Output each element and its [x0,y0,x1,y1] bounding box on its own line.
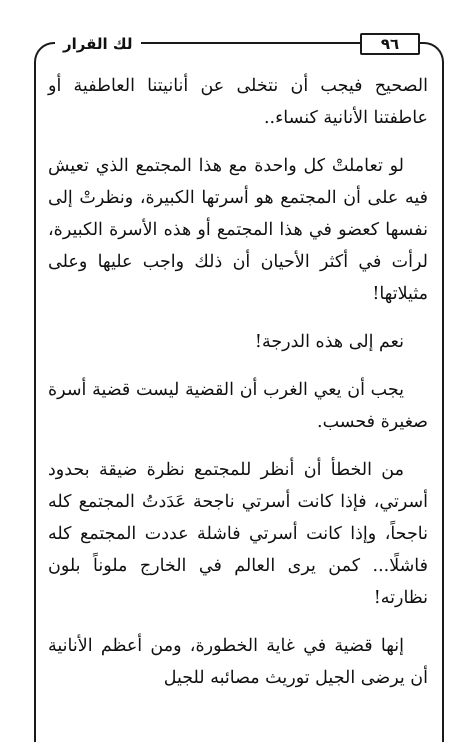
paragraph: نعم إلى هذه الدرجة! [254,332,404,352]
paragraph: لو تعاملتْ كل واحدة مع هذا المجتمع الذي تعيش فيه على أن المجتمع هو أسرتها الكبيرة، ونظرتْ إلى نفسها كعضو في هذا المجتمع أو هذه الأسرة الكبيرة، لرأت في أكثر الأحيان أن ذلك واجب عليها وعلى مثيلاتها! [48,156,428,304]
book-title: لك القرار [55,33,141,55]
page-number: ٩٦ [360,33,420,55]
page-body [48,70,428,710]
page-header [0,30,467,56]
paragraph: الصحيح فيجب أن نتخلى عن أنانيتنا العاطفية أو عاطفتنا الأنانية كنساء.. [48,76,428,128]
paragraph: يجب أن يعي الغرب أن القضية ليست قضية أسرة صغيرة فحسب. [48,380,428,432]
paragraph: إنها قضية في غاية الخطورة، ومن أعظم الأنانية أن يرضى الجيل توريث مصائبه للجيل [48,636,428,688]
paragraph: من الخطأ أن أنظر للمجتمع نظرة ضيقة بحدود أسرتي، فإذا كانت أسرتي ناجحة عَدَدتُ المجتمع كله ناجحاً، وإذا كانت أسرتي فاشلة عددت المجتمع كله فاشلًا... كمن يرى العالم في الخارج ملوناً بلون نظارته! [48,460,428,608]
